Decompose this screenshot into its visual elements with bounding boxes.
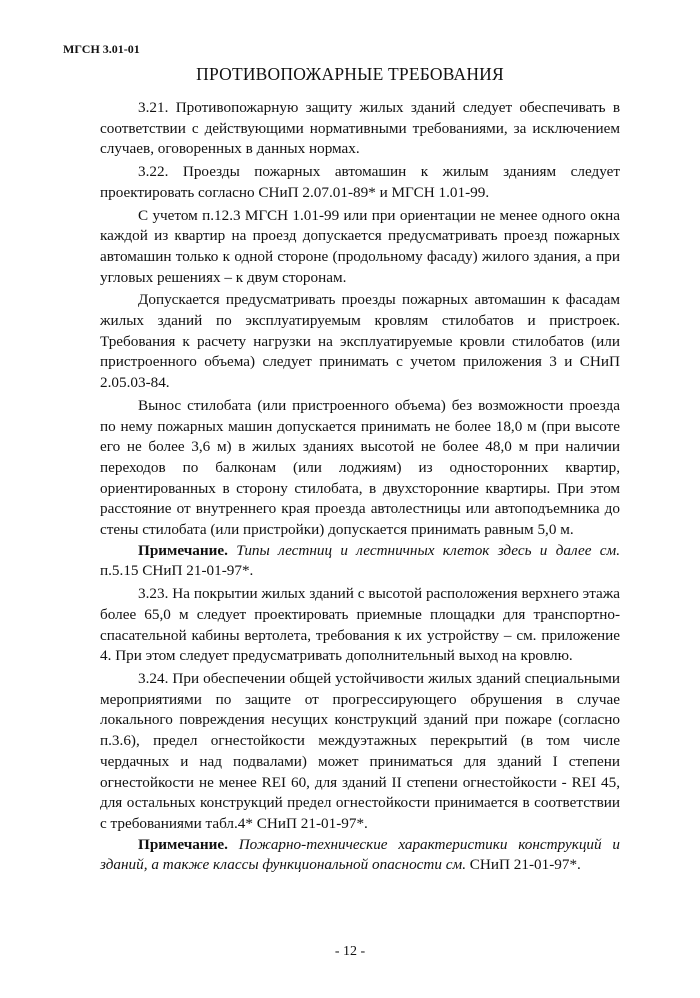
page-number: - 12 - [334, 944, 366, 959]
note-stairs [100, 541, 620, 582]
paragraph-stylobate-roofs: Допускается предусматривать проезды пожарных автомашин к фасадам жилых зданий по эксплуатируемым кровлям стилобатов и пристроек. Требования к расчету нагрузки на эксплуатируемые кровли стилобатов (или пристроенного объема) следует принимать с учетом приложения 3 и СНиП 2.05.03-84. [100, 291, 620, 392]
note-fire-characteristics [100, 835, 620, 876]
note-reference: СНиП 21-01-97*. [469, 856, 581, 874]
note-label: Примечание. [138, 835, 228, 853]
paragraph-stylobate-offset: Вынос стилобата (или пристроенного объема) без возможности проезда по нему пожарных машин допускается принимать не более 18,0 м (при высоте его не более 3,6 м) в жилых зданиях высотой не более 48,0 м при наличии переходов по балконам (или лоджиям) из односторонних квартир, ориентированных в сторону стилобата, в двухсторонние квартиры. При этом расстояние от внутреннего края проезда автолестницы или автоподъемника до стены стилобата (или пристройки) допускается принимать равным 5,0 м. [100, 396, 620, 539]
paragraph-3-22: 3.22. Проезды пожарных автомашин к жилым зданиям следует проектировать согласно СНиП 2.07.01-89* и МГСН 1.01-99. [100, 163, 620, 201]
paragraph-3-21: 3.21. Противопожарную защиту жилых зданий следует обеспечивать в соответствии с действующими нормативными требованиями, за исключением случаев, оговоренных в данных нормах. [100, 99, 620, 158]
note-text: Типы лестниц и лестничных клеток здесь и далее см. [236, 541, 620, 559]
paragraph-orientation: С учетом п.12.3 МГСН 1.01-99 или при ориентации не менее одного окна каждой из квартир на проезд допускается предусматривать проезд пожарных автомашин только к одной стороне (продольному фасаду) жилого здания, а при угловых решениях – к двум сторонам. [100, 206, 620, 286]
paragraph-3-23: 3.23. На покрытии жилых зданий с высотой расположения верхнего этажа более 65,0 м следует проектировать приемные площадки для транспортно-спасательной кабины вертолета, требования к их устройству – см. приложение 4. При этом следует предусматривать дополнительный выход на кровлю. [100, 585, 620, 665]
document-code: МГСН 3.01-01 [63, 42, 140, 56]
note-text: Пожарно-технические характеристики конструкций и зданий, а также классы функциональной опасности см. [100, 835, 620, 874]
paragraph-3-24: 3.24. При обеспечении общей устойчивости жилых зданий специальными мероприятиями по защите от прогрессирующего обрушения в случае локального повреждения несущих конструкций зданий при пожаре (согласно п.3.6), предел огнестойкости междуэтажных перекрытий (в том числе чердачных и над подвалами) может приниматься для зданий I степени огнестойкости не менее REI 60, для зданий II степени огнестойкости - REI 45, для остальных конструкций предел огнестойкости принимается в соответствии с требованиями табл.4* СНиП 21-01-97*. [100, 669, 620, 832]
note-reference: п.5.15 СНиП 21-01-97*. [100, 562, 254, 580]
section-title: ПРОТИВОПОЖАРНЫЕ ТРЕБОВАНИЯ [196, 64, 504, 84]
page-body [100, 98, 620, 878]
note-label: Примечание. [138, 541, 228, 559]
